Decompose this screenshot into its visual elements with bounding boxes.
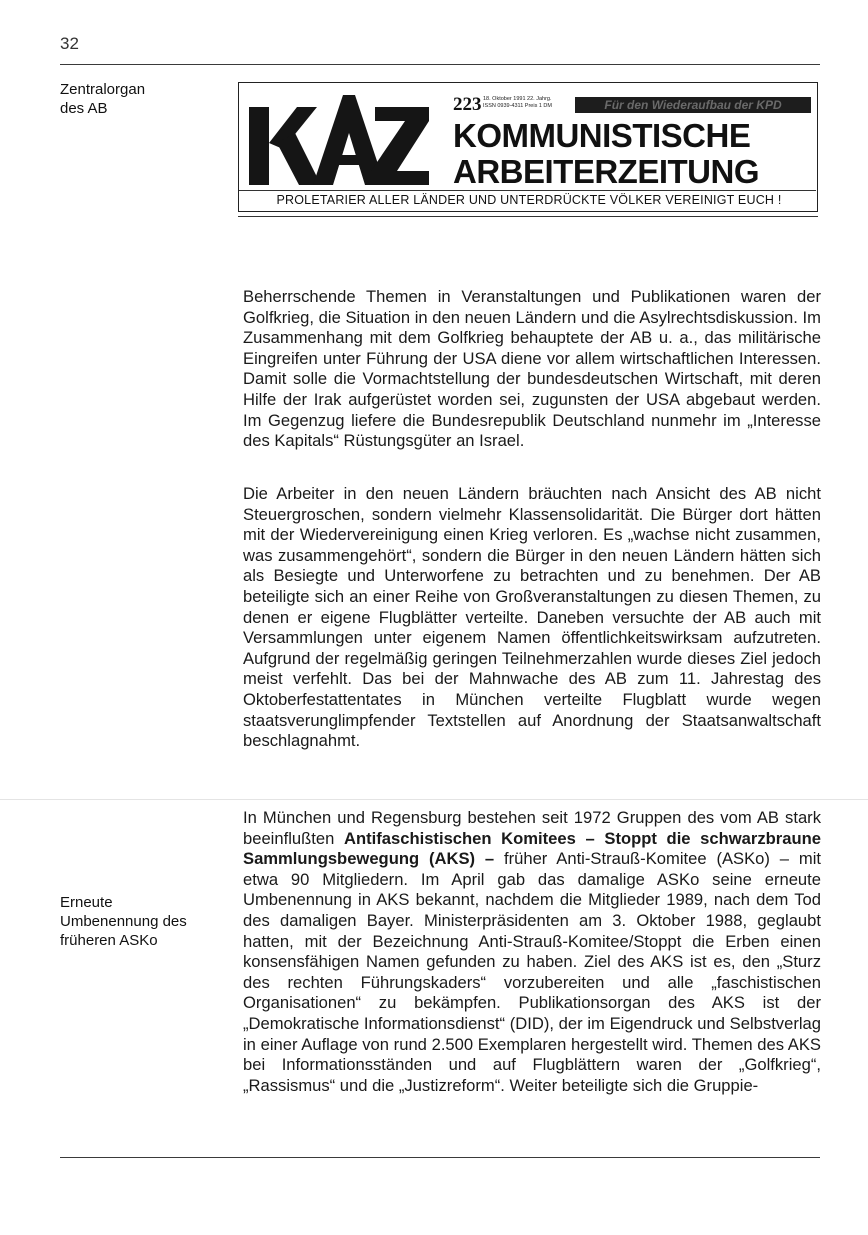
body-paragraph-1 [243, 287, 821, 452]
body-paragraph-3 [243, 808, 821, 1096]
issue-date: 18. Oktober 1991 22. Jahrg. [483, 96, 552, 102]
paragraph-text: Beherrschende Themen in Veranstaltungen und Publikationen waren der Golfkrieg, die Situation in den neuen Ländern und die Asylrechtsdiskussion. Im Zusammenhang mit dem Golfkrieg behauptete der AB u. a., das militärische Eingreifen unter Führung der USA diene vor allem wirtschaftlichen Interessen. Damit solle die Vormachtstellung der bundesdeutschen Wirtschaft, mit deren Hilfe der Irak aufgerüstet worden sei, zugunsten der USA abgebaut werden. Im Gegenzug liefere die Bundesrepublik Deutschland nunmehr im „Interesse des Kapitals“ Rüstungsgüter an Israel. [243, 287, 821, 451]
margin-note-umbenennung [60, 893, 225, 950]
kaz-logo [247, 93, 431, 188]
margin-note-line: des AB [60, 100, 108, 117]
header-rule [60, 64, 820, 65]
footer-rule [60, 1157, 820, 1158]
margin-note-line: Umbenennung des [60, 913, 187, 930]
issue-info-row [453, 93, 811, 117]
masthead-title-line-1: KOMMUNISTISCHE [453, 117, 751, 154]
issue-issn: ISSN 0939-4311 Preis 1 DM [483, 103, 552, 109]
slogan-band: Für den Wiederaufbau der KPD [575, 97, 811, 113]
margin-note-line: Zentralorgan [60, 81, 146, 98]
margin-note-line: früheren ASKo [60, 932, 158, 949]
masthead-divider [239, 190, 816, 191]
issue-number: 223 [453, 94, 482, 115]
margin-note-zentralorgan [60, 80, 225, 118]
paragraph-text-start: In München und Regensburg bestehen seit 1972 Gruppen des vom AB stark beeinflußten [243, 808, 821, 848]
page-number: 32 [60, 34, 79, 53]
paragraph-text [243, 808, 821, 1096]
margin-note-line: Erneute [60, 894, 113, 911]
paragraph-text-rest: früher Anti-Strauß-Komitee (ASKo) – mit etwa 90 Mitgliedern. Im April gab das damalige ASKo seine erneute Umbenennung in AKS bekannt, nachdem die Mitglieder 1989, nach dem Tod des damaligen Bayer. Ministerpräsidenten am 3. Oktober 1988, geglaubt hatten, mit der Bezeichnung Anti-Strauß-Komitee/Stoppt die Erben einen konsensfähigen Namen gefunden zu haben. Ziel des AKS ist es, den „Sturz des rechten Führungskaders“ vorzubereiten und alle „faschistischen Organisationen“ zu bekämpfen. Publikationsorgan des AKS ist der „Demokratische Informationsdienst“ (DID), der im Eigendruck und Selbstverlag in einer Auflage von rund 2.500 Exemplaren hergestellt wird. Themen des AKS bei Informationsständen und auf Flugblättern waren der „Golfkrieg“, „Rassismus“ und die „Justizreform“. Weiter beteiligte sich die Gruppie- [243, 849, 821, 1095]
paragraph-text: Die Arbeiter in den neuen Ländern bräuchten nach Ansicht des AB nicht Steuergroschen, sondern vielmehr Klassensolidarität. Die Bürger dort hätten mit der Wiedervereinigung einen Krieg verloren. Es „wachse nicht zusammen, was zusammengehört“, sondern die Bürger in den neuen Ländern hätten sich als Besiegte und Unterworfene zu betrachten und zu benehmen. Der AB beteiligte sich an einer Reihe von Großveranstaltungen zu diesen Themen, zu denen er eigene Flugblätter verteilte. Daneben versuchte der AB auch mit Versammlungen unter eigenem Namen öffentlichkeitswirksam aufzutreten. Aufgrund der regelmäßig geringen Teilnehmerzahlen wurde dieses Ziel jedoch meist verfehlt. Das bei der Mahnwache des AB zum 11. Jahrestag des Oktoberfestattentates in München verteilte Flugblatt wurde wegen staatsverunglimpfender Textstellen auf Anordnung der Staatsanwaltschaft beschlagnahmt. [243, 484, 821, 751]
issue-meta [483, 96, 567, 110]
masthead-underline [238, 216, 818, 217]
aks-name-bold: Antifaschistischen Komitees – Stoppt die schwarzbraune Sammlungsbewegung (AKS) – [243, 828, 821, 869]
masthead-title-line-2: ARBEITERZEITUNG [453, 153, 759, 190]
body-paragraph-2 [243, 484, 821, 752]
kaz-masthead [238, 82, 818, 212]
masthead-slogan-proletarier: PROLETARIER ALLER LÄNDER UND UNTERDRÜCKTE VÖLKER VEREINIGT EUCH ! [276, 193, 782, 207]
scan-fold-line [0, 799, 868, 800]
